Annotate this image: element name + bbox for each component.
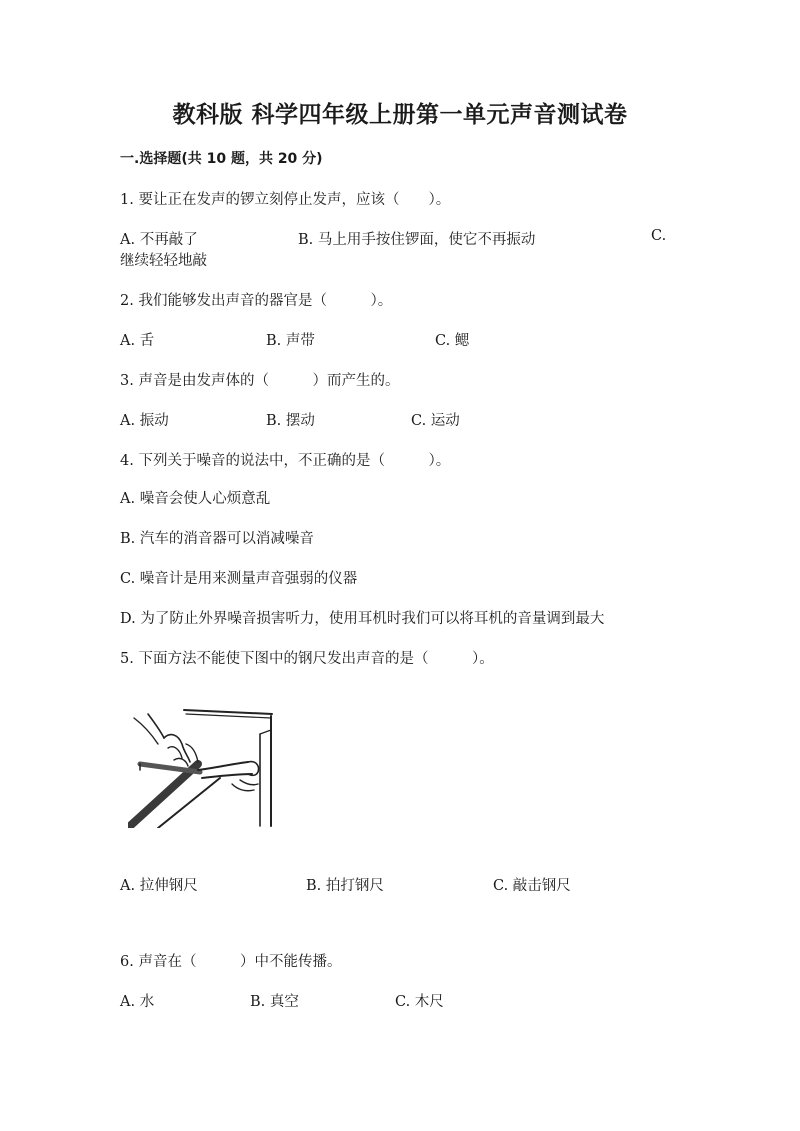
question-3-option-c[interactable]: C. 运动	[411, 413, 460, 429]
section-heading: 一.选择题(共 10 题，共 20 分)	[120, 151, 323, 167]
question-5-option-a[interactable]: A. 拉伸钢尺	[120, 878, 198, 894]
question-6-option-b[interactable]: B. 真空	[250, 994, 299, 1010]
question-1-option-c-text[interactable]: 继续轻轻地敲	[120, 253, 207, 269]
question-2-stem: 2. 我们能够发出声音的器官是（ ）。	[120, 293, 393, 309]
question-6-option-c[interactable]: C. 木尺	[395, 994, 444, 1010]
question-4-stem: 4. 下列关于噪音的说法中，不正确的是（ ）。	[120, 453, 451, 469]
question-1-option-b[interactable]: B. 马上用手按住锣面，使它不再振动	[298, 232, 536, 248]
question-1-option-c-label[interactable]: C.	[651, 228, 667, 244]
question-5-option-b[interactable]: B. 拍打钢尺	[306, 878, 384, 894]
question-4-option-c[interactable]: C. 噪音计是用来测量声音强弱的仪器	[120, 571, 358, 587]
question-2-option-b[interactable]: B. 声带	[266, 333, 315, 349]
question-5-stem: 5. 下面方法不能使下图中的钢尺发出声音的是（ ）。	[120, 651, 494, 667]
question-1-option-a[interactable]: A. 不再敲了	[120, 232, 198, 248]
question-3-option-a[interactable]: A. 振动	[120, 413, 169, 429]
question-6-stem: 6. 声音在（ ）中不能传播。	[120, 954, 342, 970]
question-2-option-c[interactable]: C. 鳃	[435, 333, 470, 349]
question-3-stem: 3. 声音是由发声体的（ ）而产生的。	[120, 373, 400, 389]
question-5-option-c[interactable]: C. 敲击钢尺	[493, 878, 571, 894]
question-1-stem: 1. 要让正在发声的锣立刻停止发声，应该（ ）。	[120, 192, 451, 208]
question-4-option-a[interactable]: A. 噪音会使人心烦意乱	[120, 491, 271, 507]
question-6-option-a[interactable]: A. 水	[120, 994, 155, 1010]
question-4-option-d[interactable]: D. 为了防止外界噪音损害听力，使用耳机时我们可以将耳机的音量调到最大	[120, 611, 605, 627]
question-3-option-b[interactable]: B. 摆动	[266, 413, 315, 429]
page-title: 教科版 科学四年级上册第一单元声音测试卷	[172, 102, 628, 128]
question-4-option-b[interactable]: B. 汽车的消音器可以消减噪音	[120, 531, 314, 547]
question-2-option-a[interactable]: A. 舌	[120, 333, 155, 349]
ruler-on-table-figure	[128, 704, 274, 828]
